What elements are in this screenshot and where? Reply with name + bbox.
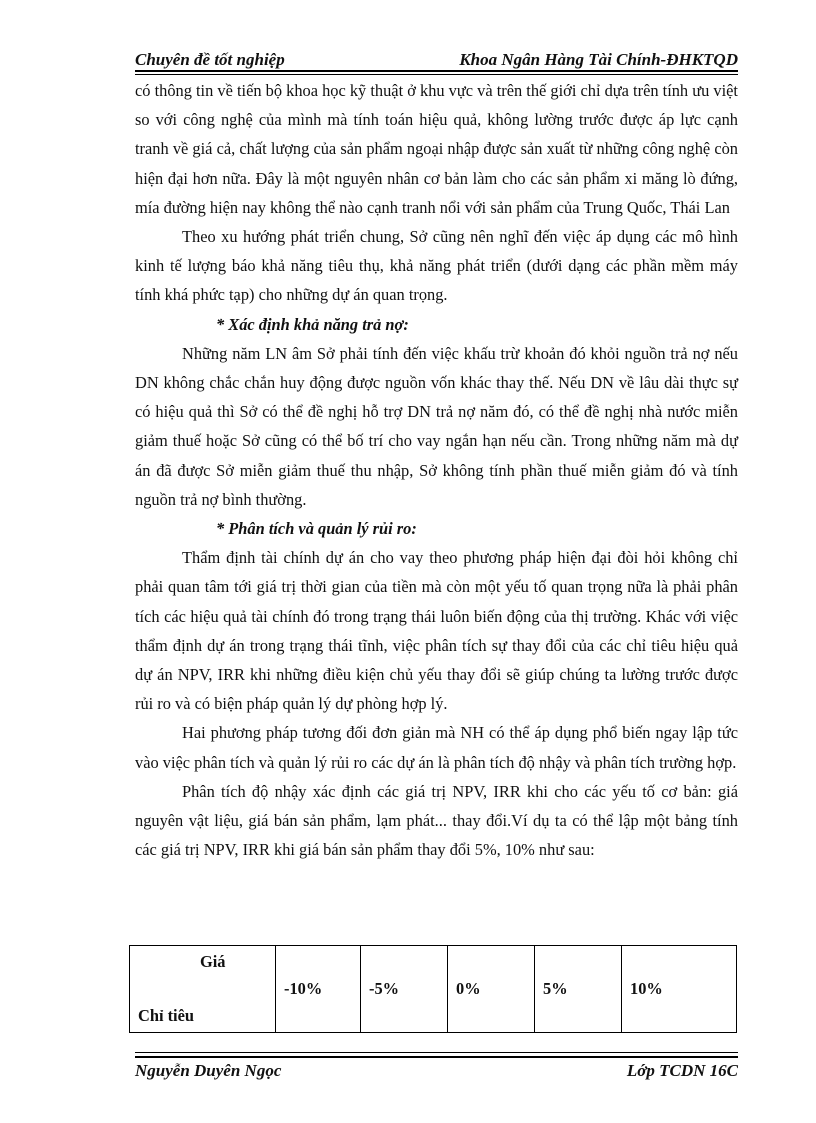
column-header: 10% (622, 946, 737, 1033)
paragraph-6: Phân tích độ nhậy xác định các giá trị NPV, IRR khi cho các yếu tố cơ bản: giá nguyên vật liệu, giá bán sản phẩm, lạm phát... thay đổi.Ví dụ ta có thể lập một bảng tính các giá trị NPV, IRR khi giá bán sản phẩm thay đổi 5%, 10% như sau: (135, 781, 738, 860)
header-rule-thin (135, 74, 738, 75)
footer-left: Nguyễn Duyên Ngọc (135, 1061, 282, 1080)
column-header: 0% (448, 946, 535, 1033)
heading-risk: * Phân tích và quản lý rủi ro: (216, 519, 417, 539)
column-header: -5% (361, 946, 448, 1033)
header-left: Chuyên đề tốt nghiệp (135, 50, 285, 69)
corner-label-bottom: Chỉ tiêu (138, 1006, 195, 1025)
page-header (135, 44, 738, 70)
table-header-row (130, 946, 737, 1033)
header-right: Khoa Ngân Hàng Tài Chính-ĐHKTQD (459, 50, 738, 69)
document-body (135, 76, 738, 864)
footer-rule-thin (135, 1052, 738, 1053)
footer-right: Lớp TCDN 16C (626, 1061, 738, 1080)
corner-label-top: Giá (200, 952, 226, 971)
table-corner-cell (130, 946, 276, 1033)
paragraph-2: Theo xu hướng phát triển chung, Sở cũng nên nghĩ đến việc áp dụng các mô hình kinh tế lượng báo khả năng tiêu thụ, khả năng phát triển (dưới dạng các phần mềm máy tính khá phức tạp) cho những dự án quan trọng. (135, 227, 738, 305)
page-footer (135, 1058, 738, 1084)
heading-repayment: * Xác định khả năng trả nợ: (216, 314, 409, 334)
paragraph-3: Những năm LN âm Sở phải tính đến việc khấu trừ khoản đó khỏi nguồn trả nợ nếu DN không chắc chắn huy động được nguồn vốn khác thay thế. Nếu DN về lâu dài thực sự có hiệu quả thì Sở có thể đề nghị hỗ trợ DN trả nợ năm đó, có thể đề nghị nhà nước miễn giảm thuế hoặc Sở cũng có thể bố trí cho vay ngắn hạn nếu cần. Trong những năm mà dự án đã được Sở miễn giảm thuế thu nhập, Sở không tính phần thuế miễn giảm đó và tính nguồn trả nợ bình thường. (135, 343, 738, 509)
column-header: 5% (535, 946, 622, 1033)
paragraph-4: Thẩm định tài chính dự án cho vay theo phương pháp hiện đại đòi hỏi không chỉ phải quan tâm tới giá trị thời gian của tiền mà còn một yếu tố quan trọng nữa là phải phân tích các hiệu quả tài chính đó trong trạng thái luôn biến động của thị trường. Khác với việc thẩm định dự án trong trạng thái tĩnh, việc phân tích sự thay đổi của các chỉ tiêu hiệu quả dự án NPV, IRR khi những điều kiện chủ yếu thay đổi sẽ giúp chúng ta lường trước được rủi ro và có biện pháp quản lý dự phòng hợp lý. (135, 548, 738, 714)
sensitivity-table (129, 945, 737, 1033)
column-header: -10% (276, 946, 361, 1033)
paragraph-1: có thông tin về tiến bộ khoa học kỹ thuật ở khu vực và trên thế giới chỉ dựa trên tính ưu việt so với công nghệ của mình mà tính toán hiệu quả, không lường trước được áp lực cạnh tranh về giá cả, chất lượng của sản phẩm ngoại nhập được sản xuất từ những công nghệ còn hiện đại hơn nữa. Đây là một nguyên nhân cơ bản làm cho các sản phẩm xi măng lò đứng, mía đường hiện nay không thể nào cạnh tranh nổi với sản phẩm của Trung Quốc, Thái Lan (135, 81, 738, 217)
header-rule (135, 70, 738, 72)
paragraph-5: Hai phương pháp tương đối đơn giản mà NH có thể áp dụng phổ biến ngay lập tức vào việc phân tích và quản lý rủi ro các dự án là phân tích độ nhậy và phân tích trường hợp. (135, 723, 738, 772)
